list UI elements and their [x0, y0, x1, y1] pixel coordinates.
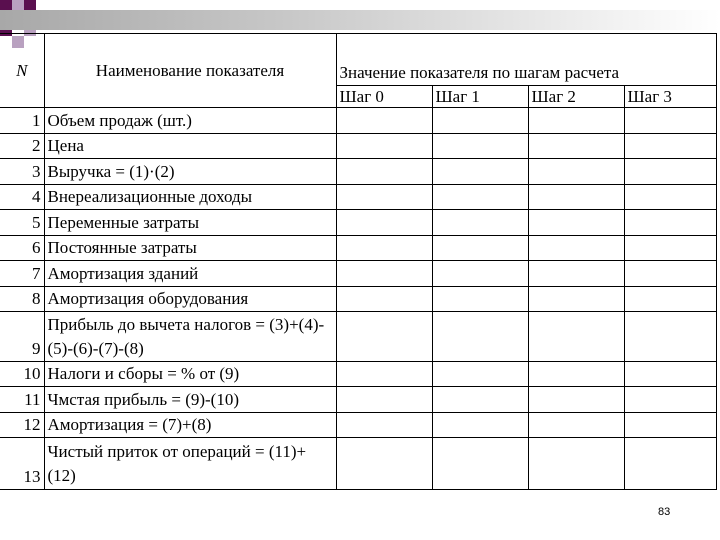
header-row	[0, 34, 716, 86]
value-cell	[432, 287, 528, 312]
row-number: 9	[0, 312, 44, 362]
table-row	[0, 210, 716, 236]
value-cell	[624, 134, 716, 159]
value-cell	[624, 438, 716, 490]
table-row	[0, 185, 716, 210]
row-name: Амортизация зданий	[44, 261, 336, 287]
name-header: Наименование показателя	[44, 34, 336, 108]
step-0-header: Шаг 0	[336, 86, 432, 108]
row-name: Цена	[44, 134, 336, 159]
value-cell	[432, 413, 528, 438]
row-number: 4	[0, 185, 44, 210]
step-3-header: Шаг 3	[624, 86, 716, 108]
row-name: Налоги и сборы = % от (9)	[44, 362, 336, 387]
row-name: Выручка = (1)·(2)	[44, 159, 336, 185]
value-cell	[432, 387, 528, 413]
value-cell	[528, 438, 624, 490]
row-number: 10	[0, 362, 44, 387]
value-cell	[528, 210, 624, 236]
value-cell	[528, 134, 624, 159]
value-cell	[432, 438, 528, 490]
value-cell	[624, 159, 716, 185]
table-row	[0, 159, 716, 185]
page-number: 83	[658, 506, 671, 518]
row-name: Постоянные затраты	[44, 236, 336, 261]
row-number: 2	[0, 134, 44, 159]
value-cell	[336, 387, 432, 413]
row-number: 7	[0, 261, 44, 287]
value-cell	[432, 185, 528, 210]
value-cell	[528, 261, 624, 287]
row-name: Объем продаж (шт.)	[44, 108, 336, 134]
table-row	[0, 134, 716, 159]
value-cell	[624, 362, 716, 387]
row-name: Прибыль до вычета налогов = (3)+(4)-(5)-(6)-(7)-(8)	[44, 312, 336, 362]
value-cell	[528, 413, 624, 438]
table-row	[0, 108, 716, 134]
row-number: 11	[0, 387, 44, 413]
value-cell	[336, 287, 432, 312]
value-cell	[336, 108, 432, 134]
table-row	[0, 261, 716, 287]
value-cell	[432, 210, 528, 236]
value-cell	[624, 387, 716, 413]
value-cell	[624, 312, 716, 362]
indicators-table	[0, 33, 717, 490]
step-2-header: Шаг 2	[528, 86, 624, 108]
value-cell	[528, 159, 624, 185]
row-name: Переменные затраты	[44, 210, 336, 236]
table-row	[0, 387, 716, 413]
row-name: Амортизация = (7)+(8)	[44, 413, 336, 438]
row-number: 8	[0, 287, 44, 312]
value-cell	[432, 261, 528, 287]
table-row	[0, 236, 716, 261]
value-cell	[624, 413, 716, 438]
row-number: 12	[0, 413, 44, 438]
row-name: Амортизация оборудования	[44, 287, 336, 312]
value-cell	[432, 236, 528, 261]
value-cell	[624, 287, 716, 312]
value-cell	[432, 312, 528, 362]
value-cell	[336, 236, 432, 261]
value-cell	[336, 438, 432, 490]
value-cell	[336, 413, 432, 438]
value-cell	[336, 134, 432, 159]
row-number: 6	[0, 236, 44, 261]
table-row	[0, 287, 716, 312]
row-number: 1	[0, 108, 44, 134]
value-cell	[528, 362, 624, 387]
step-1-header: Шаг 1	[432, 86, 528, 108]
value-cell	[528, 236, 624, 261]
table-row	[0, 312, 716, 362]
value-cell	[432, 159, 528, 185]
value-cell	[432, 362, 528, 387]
title-bar-decoration	[0, 10, 720, 30]
value-cell	[432, 108, 528, 134]
value-cell	[624, 261, 716, 287]
value-cell	[624, 185, 716, 210]
row-name: Внереализационные доходы	[44, 185, 336, 210]
value-cell	[528, 185, 624, 210]
value-cell	[528, 287, 624, 312]
value-cell	[432, 134, 528, 159]
row-number: 3	[0, 159, 44, 185]
value-cell	[336, 362, 432, 387]
row-name: Чистый приток от операций = (11)+(12)	[44, 438, 336, 490]
value-cell	[624, 210, 716, 236]
value-cell	[336, 210, 432, 236]
value-cell	[528, 108, 624, 134]
row-number: 13	[0, 438, 44, 490]
row-name: Чмстая прибыль = (9)-(10)	[44, 387, 336, 413]
value-cell	[528, 312, 624, 362]
table-row	[0, 438, 716, 490]
value-cell	[624, 236, 716, 261]
value-cell	[336, 261, 432, 287]
value-cell	[336, 312, 432, 362]
table-row	[0, 413, 716, 438]
value-cell	[528, 387, 624, 413]
value-cell	[336, 159, 432, 185]
value-cell	[624, 108, 716, 134]
number-header: N	[0, 34, 44, 108]
value-cell	[336, 185, 432, 210]
values-header: Значение показателя по шагам расчета	[336, 34, 716, 86]
row-number: 5	[0, 210, 44, 236]
table-row	[0, 362, 716, 387]
